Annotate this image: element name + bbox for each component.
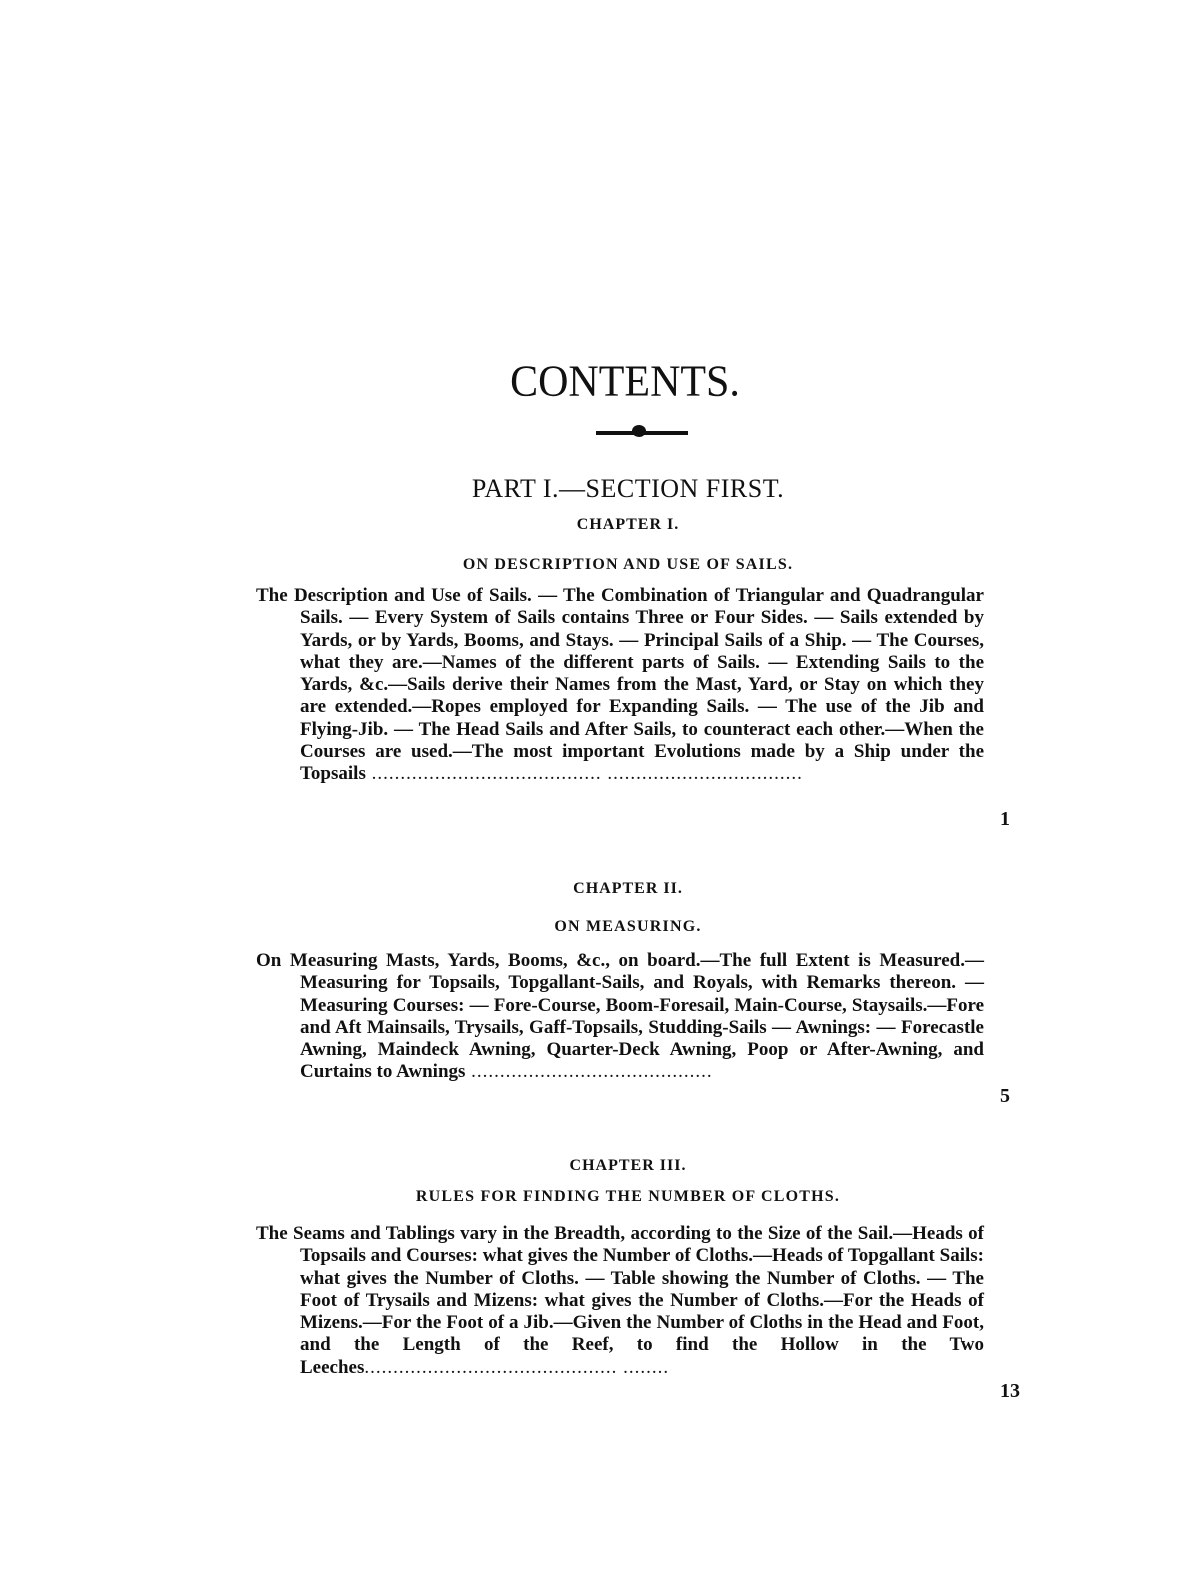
chapter-2-leader: .......................................... [465, 1061, 713, 1083]
rule-ornament-icon [632, 425, 646, 437]
chapter-3-number: CHAPTER III. [569, 1157, 687, 1174]
chapter-1-leader: ........................................ .................................. [365, 763, 803, 785]
chapter-1-number: CHAPTER I. [576, 516, 680, 533]
chapter-3-text: The Seams and Tablings vary in the Breadth, according to the Size of the Sail.—Heads of Topsails and Courses: what gives the Number of Cloths.—Heads of Topgallant Sails: what gives the Number of Cloths. — Table showing the Number of Cloths. — The Foot of Trysails and Mizens: what gives the Number of Cloths.—For the Heads of Mizens.—For the Foot of a Jib.—Given the Number of Cloths in the Head and Foot, and the Length of the Reef, to find the Hollow in the Two Leeches [256, 1223, 984, 1378]
chapter-1-entry [256, 585, 984, 786]
chapter-3-entry [256, 1223, 984, 1379]
part-heading: PART I.—SECTION FIRST. [471, 474, 785, 503]
page-title: CONTENTS. [510, 357, 740, 407]
chapter-2-text: On Measuring Masts, Yards, Booms, &c., on board.—The full Extent is Measured.—Measuring for Topsails, Topgallant-Sails, and Royals, with Remarks thereon. — Measuring Courses: — Fore-Course, Boom-Foresail, Main-Course, Staysails.—Fore and Aft Mainsails, Trysails, Gaff-Topsails, Studding-Sails — Awnings: — Forecastle Awning, Maindeck Awning, Quarter-Deck Awning, Poop or After-Awning, and Curtains to Awnings [256, 950, 984, 1083]
chapter-1-heading: ON DESCRIPTION AND USE OF SAILS. [462, 556, 794, 573]
chapter-1-text: The Description and Use of Sails. — The Combination of Triangular and Quadrangular Sails. — Every System of Sails contains Three or Four Sides. — Sails extended by Yards, or by Yards, Booms, and Stays. — Principal Sails of a Ship. — The Courses, what they are.—Names of the different parts of Sails. — Extending Sails to the Yards, &c.—Sails derive their Names from the Mast, Yard, or Stay on which they are extended.—Ropes employed for Expanding Sails. — The use of the Jib and Flying-Jib. — The Head Sails and After Sails, to counteract each other.—When the Courses are used.—The most important Evolutions made by a Ship under the Topsails [256, 585, 984, 785]
chapter-2-number: CHAPTER II. [573, 880, 683, 897]
chapter-3-page-number: 13 [1000, 1380, 1020, 1402]
chapter-2-heading: ON MEASURING. [554, 918, 702, 935]
chapter-3-heading: RULES FOR FINDING THE NUMBER OF CLOTHS. [415, 1188, 841, 1205]
chapter-2-page-number: 5 [1000, 1085, 1010, 1107]
chapter-1-page-number: 1 [1000, 808, 1010, 830]
chapter-2-entry [256, 950, 984, 1084]
chapter-3-leader: ............................................ ........ [364, 1356, 670, 1378]
